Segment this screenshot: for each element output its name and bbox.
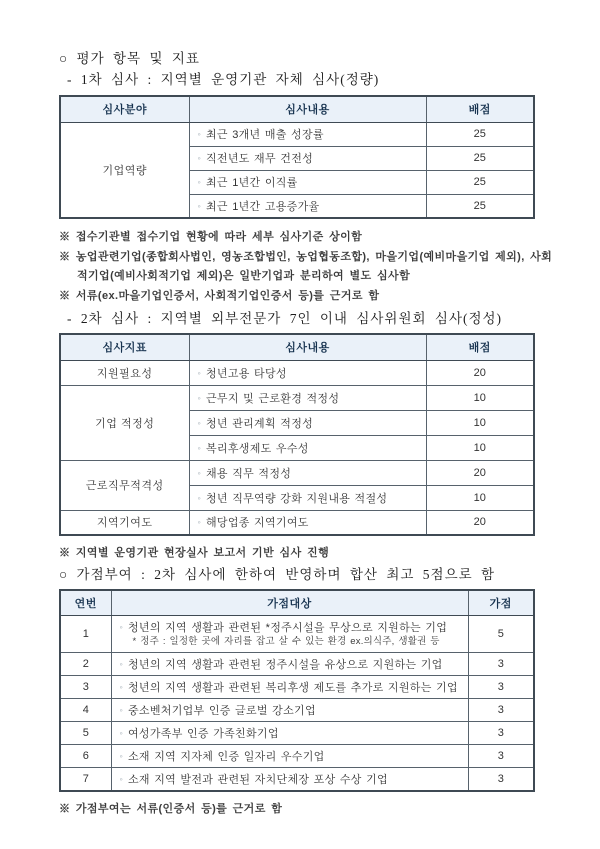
bullet-icon: ◦: [197, 392, 201, 403]
criteria-cell: [189, 360, 426, 385]
bullet-icon: ◦: [197, 467, 201, 478]
criteria-cell: [189, 122, 426, 146]
score-cell: 25: [426, 194, 534, 218]
group-cell-company-adequacy: 기업 적정성: [60, 385, 189, 460]
score-cell: 10: [426, 485, 534, 510]
criteria-cell: [189, 170, 426, 194]
group-cell-regional-contribution: 지역기여도: [60, 510, 189, 535]
row-number-cell: 4: [60, 699, 111, 722]
bullet-icon: ◦: [197, 492, 201, 503]
criteria-text: 근무지 및 근로환경 적정성: [206, 392, 340, 405]
bullet-icon: ◦: [119, 773, 123, 784]
table-row: [60, 510, 534, 535]
bonus-cell: 3: [468, 699, 534, 722]
bullet-icon: ◦: [119, 621, 123, 632]
target-text: 청년의 지역 생활과 관련된 정주시설을 유상으로 지원하는 기업: [128, 659, 443, 671]
column-header-points: 배점: [426, 334, 534, 360]
score-cell: 20: [426, 360, 534, 385]
table-row: [60, 360, 534, 385]
target-footnote: * 정주 : 일정한 곳에 자리를 잡고 살 수 있는 환경 ex.의식주, 생활권 등: [132, 635, 440, 647]
criteria-cell: [189, 435, 426, 460]
second-screening-table: [59, 333, 535, 536]
section-heading-evaluation-items: ○ 평가 항목 및 지표: [59, 51, 200, 66]
target-cell: [111, 745, 468, 768]
bullet-icon: ◦: [197, 200, 201, 211]
bullet-icon: ◦: [197, 129, 201, 139]
bullet-icon: ◦: [119, 659, 123, 669]
bonus-cell: 3: [468, 653, 534, 676]
note-document-basis: ※ 서류(ex.마을기업인증서, 사회적기업인증서 등)를 근거로 함: [59, 289, 380, 302]
group-cell-company-capability: 기업역량: [60, 122, 189, 218]
score-cell: 20: [426, 510, 534, 535]
note-bonus-document-basis: ※ 가점부여는 서류(인증서 등)를 근거로 함: [59, 802, 283, 815]
criteria-cell: [189, 385, 426, 410]
table-row: [60, 745, 534, 768]
score-cell: 10: [426, 435, 534, 460]
criteria-cell: [189, 410, 426, 435]
row-number-cell: 2: [60, 653, 111, 676]
table-row: [60, 768, 534, 791]
column-header-field: 심사분야: [60, 96, 189, 122]
criteria-text: 청년 관리계획 적정성: [206, 417, 314, 430]
criteria-text: 최근 3개년 매출 성장률: [206, 129, 324, 141]
group-cell-support-necessity: 지원필요성: [60, 360, 189, 385]
column-header-points: 배점: [426, 96, 534, 122]
row-number-cell: 6: [60, 745, 111, 768]
note-onsite-report: ※ 지역별 운영기관 현장실사 보고서 기반 심사 진행: [59, 547, 330, 559]
target-cell: [111, 653, 468, 676]
table-row: [60, 676, 534, 699]
criteria-text: 청년고용 타당성: [206, 367, 287, 380]
target-cell: [111, 768, 468, 791]
criteria-text: 복리후생제도 우수성: [206, 442, 309, 455]
table-row: [60, 616, 534, 653]
table-row: [60, 653, 534, 676]
bullet-icon: ◦: [197, 517, 201, 528]
bonus-cell: 3: [468, 722, 534, 745]
criteria-text: 청년 직무역량 강화 지원내용 적절성: [206, 492, 388, 505]
table-row: [60, 722, 534, 745]
table-row: [60, 699, 534, 722]
column-header-target: 가점대상: [111, 590, 468, 616]
target-text: 중소벤처기업부 인증 글로벌 강소기업: [128, 705, 316, 717]
criteria-cell: [189, 485, 426, 510]
table-row: [60, 460, 534, 485]
score-cell: 10: [426, 385, 534, 410]
table-header-row: [60, 590, 534, 616]
bullet-icon: ◦: [197, 417, 201, 428]
group-cell-job-suitability: 근로직무적격성: [60, 460, 189, 510]
bonus-cell: 3: [468, 676, 534, 699]
column-header-bonus: 가점: [468, 590, 534, 616]
bullet-icon: ◦: [119, 682, 123, 692]
bonus-points-table: [59, 589, 535, 792]
bonus-cell: 3: [468, 768, 534, 791]
row-number-cell: 7: [60, 768, 111, 791]
subheading-first-screening: - 1차 심사 : 지역별 운영기관 자체 심사(정량): [67, 72, 380, 87]
criteria-text: 채용 직무 적정성: [206, 467, 292, 480]
table-header-row: [60, 334, 534, 360]
bullet-icon: ◦: [119, 728, 123, 738]
table-row: [60, 122, 534, 146]
criteria-text: 해당업종 지역기여도: [206, 517, 309, 530]
criteria-cell: [189, 460, 426, 485]
target-text: 청년의 지역 생활과 관련된 *정주시설을 무상으로 지원하는 기업: [128, 621, 448, 634]
target-cell: [111, 616, 468, 653]
target-cell: [111, 722, 468, 745]
target-text: 여성가족부 인증 가족친화기업: [128, 728, 279, 740]
target-cell: [111, 699, 468, 722]
bullet-icon: ◦: [119, 705, 123, 715]
score-cell: 25: [426, 146, 534, 170]
column-header-indicator: 심사지표: [60, 334, 189, 360]
target-text: 소재 지역 발전과 관련된 자치단체장 포상 수상 기업: [128, 773, 388, 786]
row-number-cell: 1: [60, 616, 111, 653]
score-cell: 25: [426, 122, 534, 146]
bonus-cell: 3: [468, 745, 534, 768]
criteria-text: 최근 1년간 고용증가율: [206, 200, 320, 213]
subheading-second-screening: - 2차 심사 : 지역별 외부전문가 7인 이내 심사위원회 심사(정성): [67, 311, 503, 326]
first-screening-table: [59, 95, 535, 219]
row-number-cell: 5: [60, 722, 111, 745]
criteria-cell: [189, 194, 426, 218]
table-row: [60, 385, 534, 410]
target-text: 소재 지역 지자체 인증 일자리 우수기업: [128, 751, 325, 763]
section-heading-bonus-points: ○ 가점부여 : 2차 심사에 한하여 반영하며 합산 최고 5점으로 함: [59, 566, 496, 582]
bonus-cell: 5: [468, 616, 534, 653]
note-separate-screening: ※ 농업관련기업(종합회사법인, 영농조합법인, 농업협동조합), 마을기업(예비마을기업 제외), 사회적기업(예비사회적기업 제외)은 일반기업과 분리하여 별도 심사함: [59, 250, 553, 282]
column-header-content: 심사내용: [189, 96, 426, 122]
bullet-icon: ◦: [197, 153, 201, 163]
score-cell: 25: [426, 170, 534, 194]
score-cell: 10: [426, 410, 534, 435]
criteria-cell: [189, 510, 426, 535]
bullet-icon: ◦: [197, 177, 201, 187]
row-number-cell: 3: [60, 676, 111, 699]
bullet-icon: ◦: [197, 442, 201, 453]
table-header-row: [60, 96, 534, 122]
notes-block: [59, 228, 553, 306]
criteria-text: 직전년도 재무 건전성: [206, 153, 314, 165]
target-text: 청년의 지역 생활과 관련된 복리후생 제도를 추가로 지원하는 기업: [128, 682, 458, 694]
criteria-text: 최근 1년간 이직률: [206, 177, 298, 189]
column-header-number: 연번: [60, 590, 111, 616]
score-cell: 20: [426, 460, 534, 485]
bullet-icon: ◦: [119, 751, 123, 761]
criteria-cell: [189, 146, 426, 170]
column-header-content: 심사내용: [189, 334, 426, 360]
note-criteria-differ: ※ 접수기관별 접수기업 현황에 따라 세부 심사기준 상이함: [59, 231, 363, 243]
target-cell: [111, 676, 468, 699]
bullet-icon: ◦: [197, 367, 201, 378]
